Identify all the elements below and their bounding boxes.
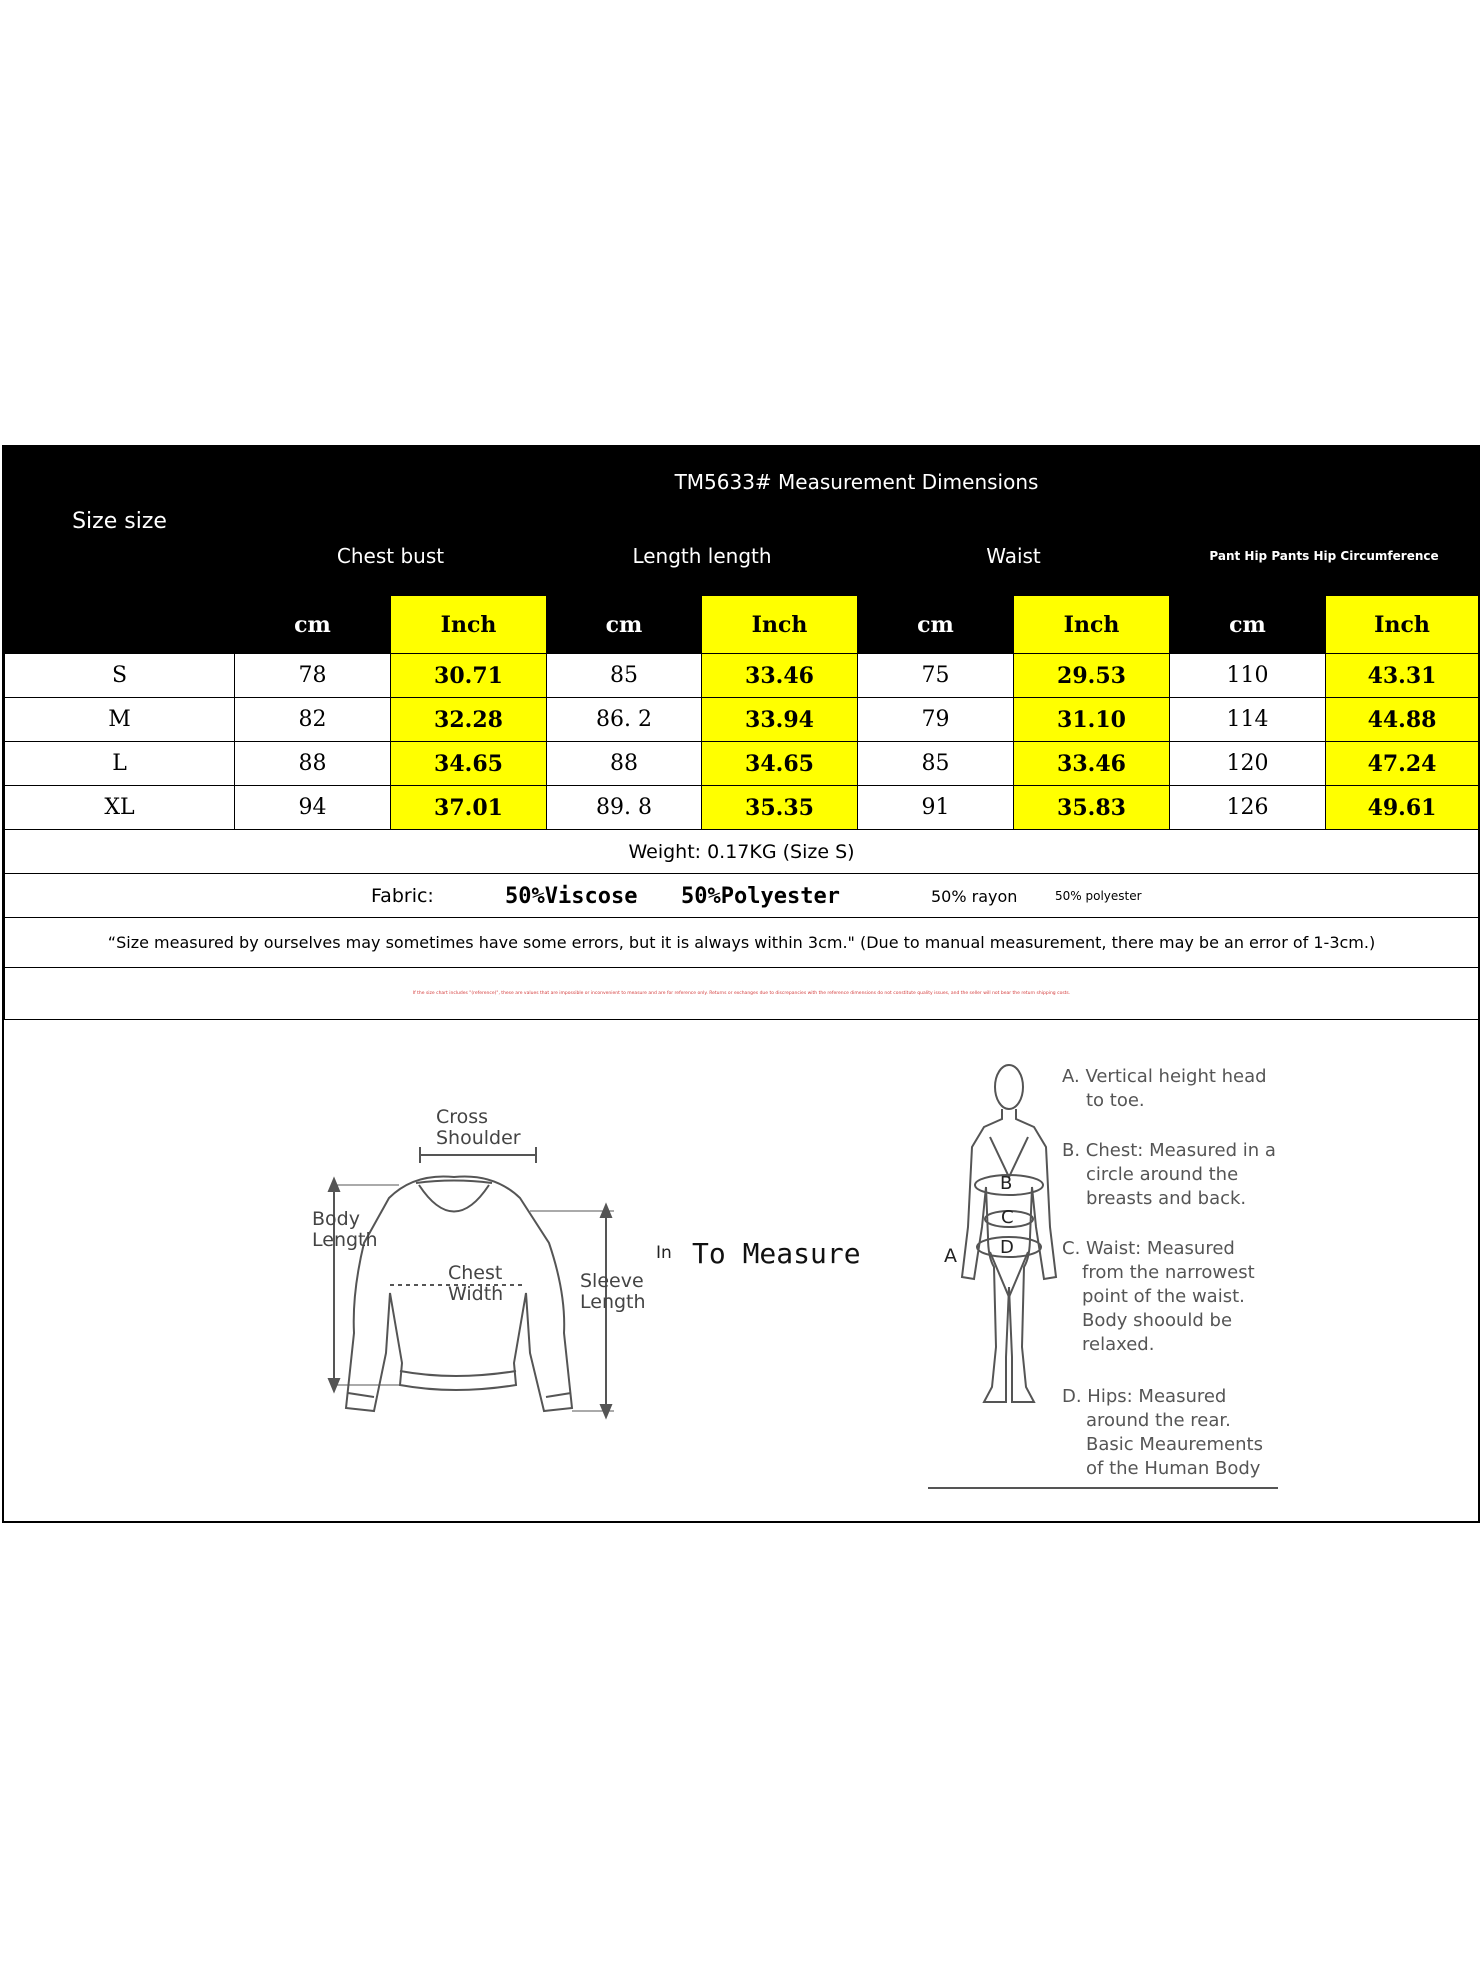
- unit-spacer: [5, 596, 235, 654]
- value-cell: 33.94: [702, 698, 858, 742]
- size-cell: M: [5, 698, 235, 742]
- fabric-row: [5, 874, 1479, 918]
- size-header: Size size: [5, 448, 235, 596]
- value-cell: 79: [858, 698, 1014, 742]
- unit-cell: cm: [235, 596, 391, 654]
- value-cell: 30.71: [391, 654, 547, 698]
- fabric-polyester: 50%Polyester: [681, 883, 840, 909]
- instruction-a: A. Vertical height head to toe.: [1062, 1066, 1267, 1111]
- unit-cell: Inch: [1014, 596, 1170, 654]
- value-cell: 120: [1170, 742, 1326, 786]
- value-cell: 33.46: [702, 654, 858, 698]
- value-cell: 94: [235, 786, 391, 830]
- value-cell: 35.83: [1014, 786, 1170, 830]
- value-cell: 82: [235, 698, 391, 742]
- table-row: [5, 742, 1479, 786]
- letter-d: D: [1000, 1237, 1014, 1258]
- value-cell: 85: [547, 654, 702, 698]
- value-cell: 32.28: [391, 698, 547, 742]
- value-cell: 86. 2: [547, 698, 702, 742]
- value-cell: 78: [235, 654, 391, 698]
- value-cell: 89. 8: [547, 786, 702, 830]
- size-cell: S: [5, 654, 235, 698]
- weight-row: Weight: 0.17KG (Size S): [5, 830, 1479, 874]
- instruction-c: C. Waist: Measured from the narrowest point of the waist. Body shoould be relaxed.: [1062, 1238, 1255, 1355]
- disclaimer: If the size chart includes "(reference)", these are values that are impossible or inconvenient to measure and are for reference only. Returns or exchanges due to discrepancies with the reference dimensions do not constitute quality issues, and the seller will not bear the return shipping costs.: [5, 968, 1479, 1020]
- table-row: [5, 698, 1479, 742]
- value-cell: 31.10: [1014, 698, 1170, 742]
- fabric-label: Fabric:: [371, 884, 434, 907]
- measurement-table: [4, 447, 1479, 1020]
- value-cell: 88: [235, 742, 391, 786]
- diagram-area: [4, 1023, 1478, 1521]
- letter-c: C: [1001, 1207, 1014, 1228]
- value-cell: 37.01: [391, 786, 547, 830]
- value-cell: 126: [1170, 786, 1326, 830]
- unit-cell: cm: [858, 596, 1014, 654]
- body-baseline: [928, 1487, 1278, 1489]
- unit-cell: cm: [1170, 596, 1326, 654]
- size-cell: XL: [5, 786, 235, 830]
- value-cell: 91: [858, 786, 1014, 830]
- instruction-d: D. Hips: Measured around the rear. Basic Meaurements of the Human Body: [1062, 1386, 1263, 1479]
- how-to-prefix: In: [656, 1243, 672, 1263]
- unit-cell: cm: [547, 596, 702, 654]
- value-cell: 47.24: [1326, 742, 1479, 786]
- fabric-rayon: 50% rayon: [931, 886, 1018, 906]
- label-sleeve-length: Sleeve Length: [580, 1270, 646, 1313]
- group-length: Length length: [547, 516, 858, 596]
- value-cell: 35.35: [702, 786, 858, 830]
- how-to-title: To Measure: [692, 1237, 861, 1270]
- group-hip: Pant Hip Pants Hip Circumference: [1170, 516, 1479, 596]
- value-cell: 43.31: [1326, 654, 1479, 698]
- unit-cell: Inch: [1326, 596, 1479, 654]
- fabric-viscose: 50%Viscose: [505, 883, 638, 909]
- value-cell: 29.53: [1014, 654, 1170, 698]
- unit-cell: Inch: [391, 596, 547, 654]
- fabric-polyester-small: 50% polyester: [1055, 888, 1142, 903]
- letter-a: A: [944, 1245, 957, 1267]
- value-cell: 110: [1170, 654, 1326, 698]
- error-note: “Size measured by ourselves may sometimes have some errors, but it is always within 3cm." (Due to manual measurement, there may be an error of 1-3cm.): [5, 918, 1479, 968]
- label-cross-shoulder: Cross Shoulder: [436, 1106, 521, 1149]
- value-cell: 34.65: [702, 742, 858, 786]
- group-waist: Waist: [858, 516, 1170, 596]
- value-cell: 114: [1170, 698, 1326, 742]
- label-body-length: Body Length: [312, 1208, 378, 1251]
- instruction-b: B. Chest: Measured in a circle around the breasts and back.: [1062, 1140, 1276, 1209]
- table-title: TM5633# Measurement Dimensions: [235, 448, 1479, 516]
- value-cell: 34.65: [391, 742, 547, 786]
- size-chart: [2, 445, 1480, 1523]
- table-row: [5, 786, 1479, 830]
- value-cell: 88: [547, 742, 702, 786]
- value-cell: 33.46: [1014, 742, 1170, 786]
- value-cell: 44.88: [1326, 698, 1479, 742]
- letter-b: B: [1000, 1173, 1013, 1194]
- table-row: [5, 654, 1479, 698]
- label-chest-width: Chest Width: [448, 1262, 504, 1305]
- value-cell: 49.61: [1326, 786, 1479, 830]
- size-cell: L: [5, 742, 235, 786]
- unit-cell: Inch: [702, 596, 858, 654]
- group-chest: Chest bust: [235, 516, 547, 596]
- value-cell: 85: [858, 742, 1014, 786]
- value-cell: 75: [858, 654, 1014, 698]
